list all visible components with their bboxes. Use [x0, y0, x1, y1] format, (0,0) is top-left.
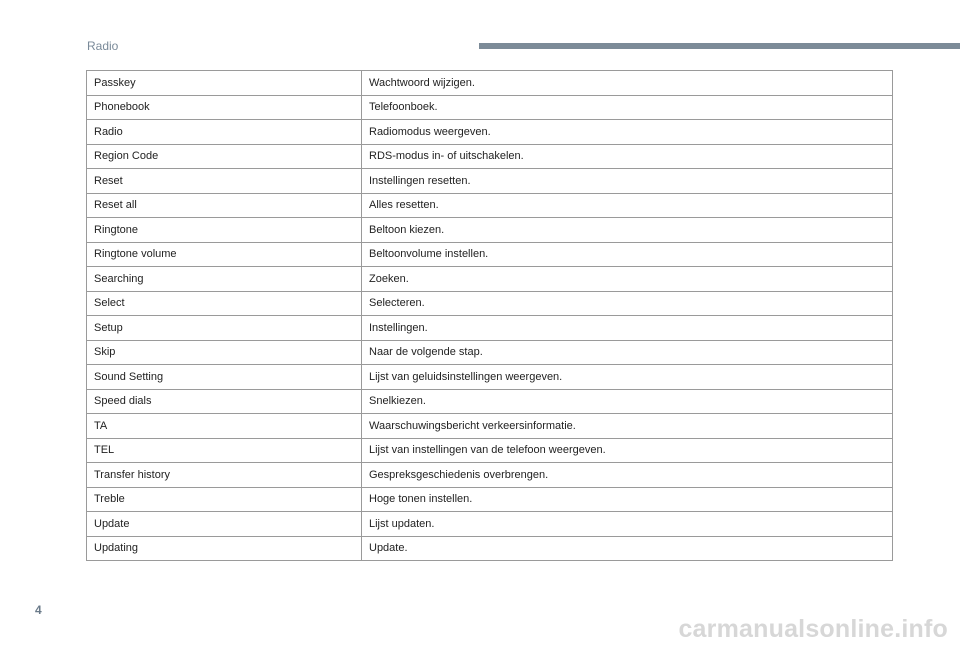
definition-cell: Waarschuwingsbericht verkeersinformatie. [362, 414, 893, 439]
definition-cell: Snelkiezen. [362, 389, 893, 414]
definition-cell: Beltoon kiezen. [362, 218, 893, 243]
term-cell: Reset all [87, 193, 362, 218]
table-row [87, 512, 893, 537]
term-table [86, 70, 893, 561]
table-row [87, 291, 893, 316]
table-row [87, 316, 893, 341]
definition-cell: RDS-modus in- of uitschakelen. [362, 144, 893, 169]
term-cell: Setup [87, 316, 362, 341]
table-row [87, 95, 893, 120]
header-bar [479, 43, 960, 49]
term-cell: Select [87, 291, 362, 316]
definition-cell: Update. [362, 536, 893, 561]
term-cell: Searching [87, 267, 362, 292]
definition-cell: Gespreksgeschiedenis overbrengen. [362, 463, 893, 488]
watermark-link[interactable]: carmanualsonline.info [678, 615, 948, 643]
table-row [87, 218, 893, 243]
term-cell: Updating [87, 536, 362, 561]
table-row [87, 463, 893, 488]
table-row [87, 340, 893, 365]
definition-cell: Beltoonvolume instellen. [362, 242, 893, 267]
table-row [87, 193, 893, 218]
table-row [87, 242, 893, 267]
term-cell: TEL [87, 438, 362, 463]
term-cell: Transfer history [87, 463, 362, 488]
term-cell: Treble [87, 487, 362, 512]
table-row [87, 438, 893, 463]
term-cell: Skip [87, 340, 362, 365]
table-row [87, 414, 893, 439]
term-cell: Ringtone volume [87, 242, 362, 267]
table-row [87, 365, 893, 390]
definition-cell: Lijst van instellingen van de telefoon weergeven. [362, 438, 893, 463]
section-title: Radio [87, 39, 119, 53]
table-row [87, 536, 893, 561]
table-row [87, 267, 893, 292]
definition-cell: Lijst updaten. [362, 512, 893, 537]
definition-cell: Telefoonboek. [362, 95, 893, 120]
term-cell: Ringtone [87, 218, 362, 243]
table-row [87, 487, 893, 512]
definition-cell: Naar de volgende stap. [362, 340, 893, 365]
table-row [87, 144, 893, 169]
term-cell: Sound Setting [87, 365, 362, 390]
definition-cell: Lijst van geluidsinstellingen weergeven. [362, 365, 893, 390]
definition-cell: Alles resetten. [362, 193, 893, 218]
definition-cell: Zoeken. [362, 267, 893, 292]
term-cell: Radio [87, 120, 362, 145]
term-cell: Reset [87, 169, 362, 194]
term-cell: Speed dials [87, 389, 362, 414]
term-cell: Phonebook [87, 95, 362, 120]
table-row [87, 71, 893, 96]
table-row [87, 120, 893, 145]
table-row [87, 169, 893, 194]
term-cell: TA [87, 414, 362, 439]
definition-cell: Hoge tonen instellen. [362, 487, 893, 512]
page-number: 4 [35, 603, 42, 617]
definition-cell: Radiomodus weergeven. [362, 120, 893, 145]
term-cell: Passkey [87, 71, 362, 96]
term-cell: Region Code [87, 144, 362, 169]
definition-cell: Instellingen. [362, 316, 893, 341]
definition-cell: Instellingen resetten. [362, 169, 893, 194]
term-cell: Update [87, 512, 362, 537]
table-row [87, 389, 893, 414]
definition-cell: Wachtwoord wijzigen. [362, 71, 893, 96]
definition-cell: Selecteren. [362, 291, 893, 316]
